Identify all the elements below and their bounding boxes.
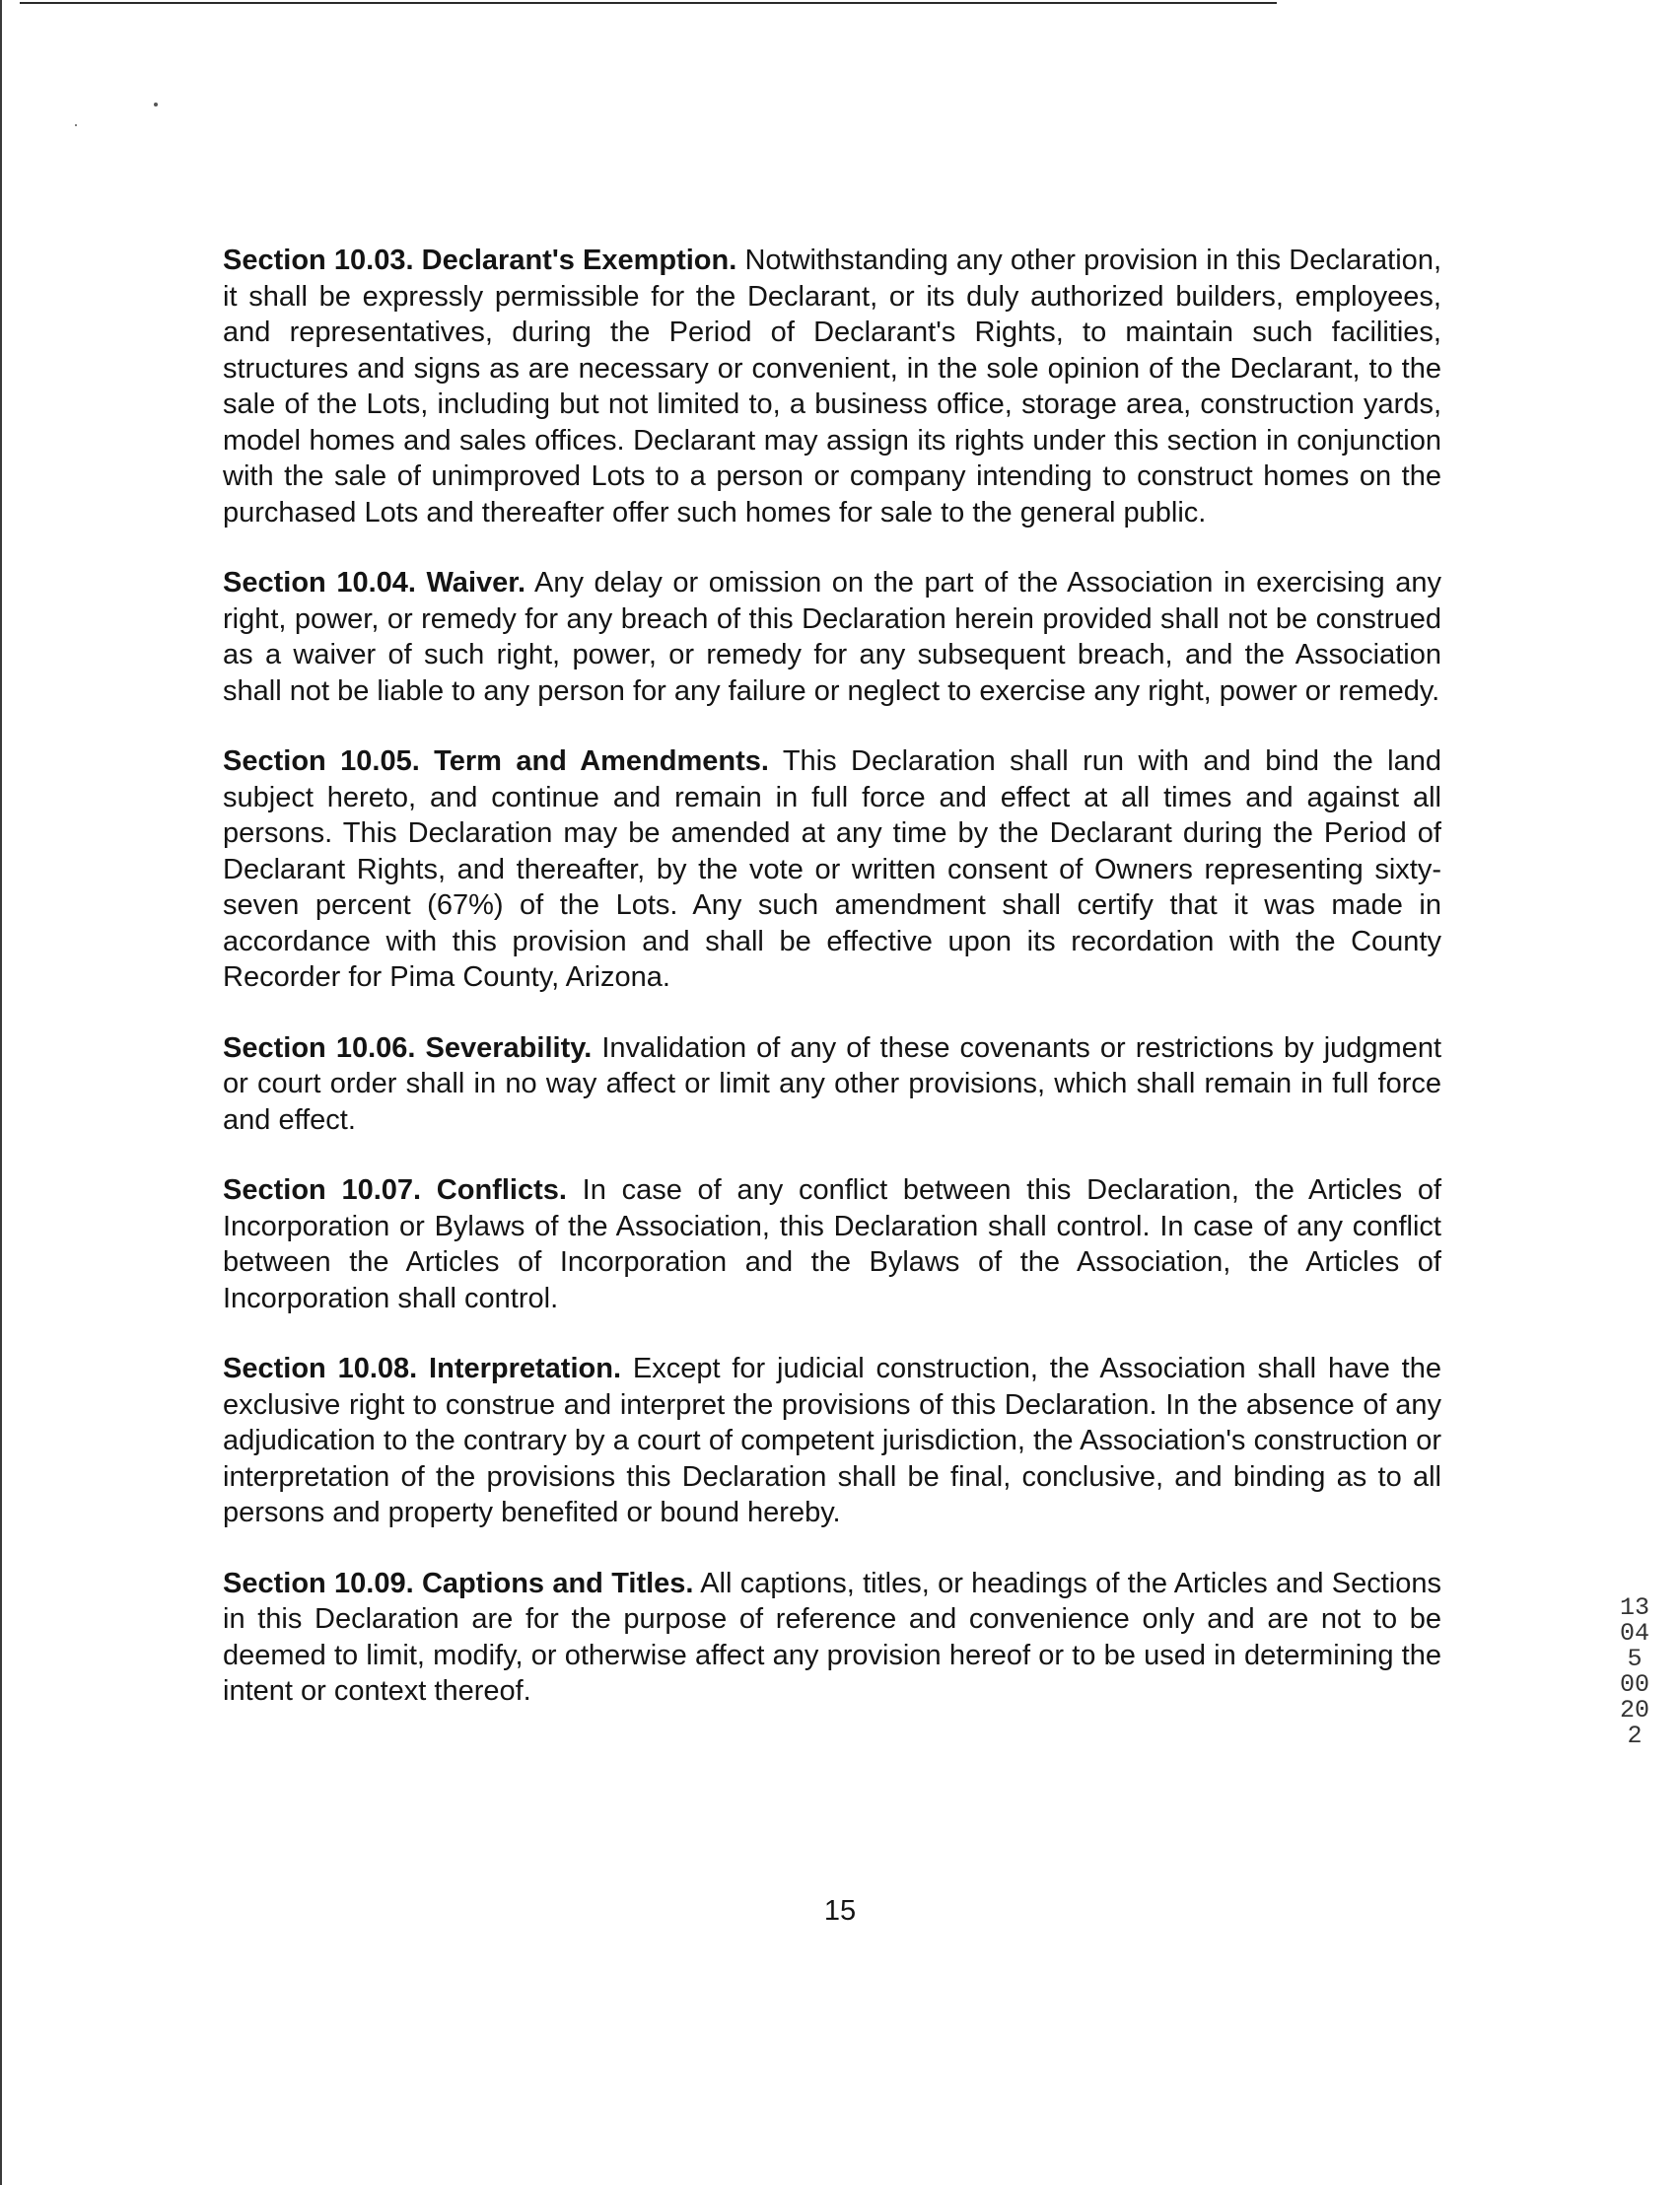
section-10-09 (223, 1566, 1441, 1710)
section-paragraph (223, 1566, 1441, 1710)
scan-speck (154, 103, 158, 106)
section-body: Any delay or omission on the part of the Association in exercising any right, power, or remedy for any breach of this Declaration herein provided shall not be construed as a waiver of such right, power, or remedy for any subsequent breach, and the Association shall not be liable to any person for any failure or neglect to exercise any right, power or remedy. (223, 567, 1441, 707)
section-body: All captions, titles, or headings of the Articles and Sections in this Declaration are for the purpose of reference and convenience only and are not to be deemed to limit, modify, or otherwise affect any provision hereof or to be used in determining the intent or context thereof. (223, 1567, 1441, 1707)
page-number: 15 (823, 1895, 857, 1927)
section-paragraph (223, 1030, 1441, 1139)
section-paragraph (223, 743, 1441, 996)
scan-top-edge (20, 2, 1277, 4)
section-10-05 (223, 743, 1441, 996)
document-body (223, 243, 1441, 1744)
section-heading: Section 10.04. Waiver. (223, 567, 525, 599)
section-heading: Section 10.06. Severability. (223, 1031, 593, 1064)
section-body: In case of any conflict between this Declaration, the Articles of Incorporation or Bylaws of the Association, this Declaration shall control. In case of any conflict between the Articles of Incorporation and the Bylaws of the Association, the Articles of Incorporation shall control. (223, 1174, 1442, 1314)
section-body: Invalidation of any of these covenants or restrictions by judgment or court order shall in no way affect or limit any other provisions, which shall remain in full force and effect. (223, 1031, 1442, 1136)
scan-speck (75, 124, 77, 126)
section-heading: Section 10.07. Conflicts. (223, 1174, 567, 1206)
section-heading: Section 10.03. Declarant's Exemption. (223, 245, 737, 276)
section-10-07 (223, 1172, 1441, 1316)
section-paragraph (223, 565, 1441, 709)
section-10-04 (223, 565, 1441, 709)
section-10-08 (223, 1351, 1441, 1531)
section-10-03 (223, 243, 1441, 530)
recording-stamp: 13045 00202 (1619, 1593, 1649, 1750)
section-10-06 (223, 1030, 1441, 1139)
section-paragraph (223, 1172, 1441, 1316)
section-body: Notwithstanding any other provision in this Declaration, it shall be expressly permissible for the Declarant, or its duly authorized builders, employees, and representatives, during the Period of Declarant's Rights, to maintain such facilities, structures and signs as are necessary or convenient, in the sole opinion of the Declarant, to the sale of the Lots, including but not limited to, a business office, storage area, construction yards, model homes and sales offices. Declarant may assign its rights under this section in conjunction with the sale of unimproved Lots to a person or company intending to construct homes on the purchased Lots and thereafter offer such homes for sale to the general public. (223, 245, 1441, 529)
section-heading: Section 10.05. Term and Amendments. (223, 745, 769, 777)
section-paragraph (223, 1351, 1441, 1531)
scan-left-edge (0, 0, 2, 2185)
section-body: This Declaration shall run with and bind the land subject hereto, and continue and remain in full force and effect at all times and against all persons. This Declaration may be amended at any time by the Declarant during the Period of Declarant Rights, and thereafter, by the vote or written consent of Owners representing sixty-seven percent (67%) of the Lots. Any such amendment shall certify that it was made in accordance with this provision and shall be effective upon its recordation with the County Recorder for Pima County, Arizona. (223, 745, 1441, 993)
section-body: Except for judicial construction, the Association shall have the exclusive right to construe and interpret the provisions of this Declaration. In the absence of any adjudication to the contrary by a court of competent jurisdiction, the Association's construction or interpretation of the provisions this Declaration shall be final, conclusive, and binding as to all persons and property benefited or bound hereby. (223, 1353, 1441, 1528)
section-heading: Section 10.09. Captions and Titles. (223, 1567, 694, 1599)
section-heading: Section 10.08. Interpretation. (223, 1353, 622, 1384)
section-paragraph (223, 243, 1441, 530)
